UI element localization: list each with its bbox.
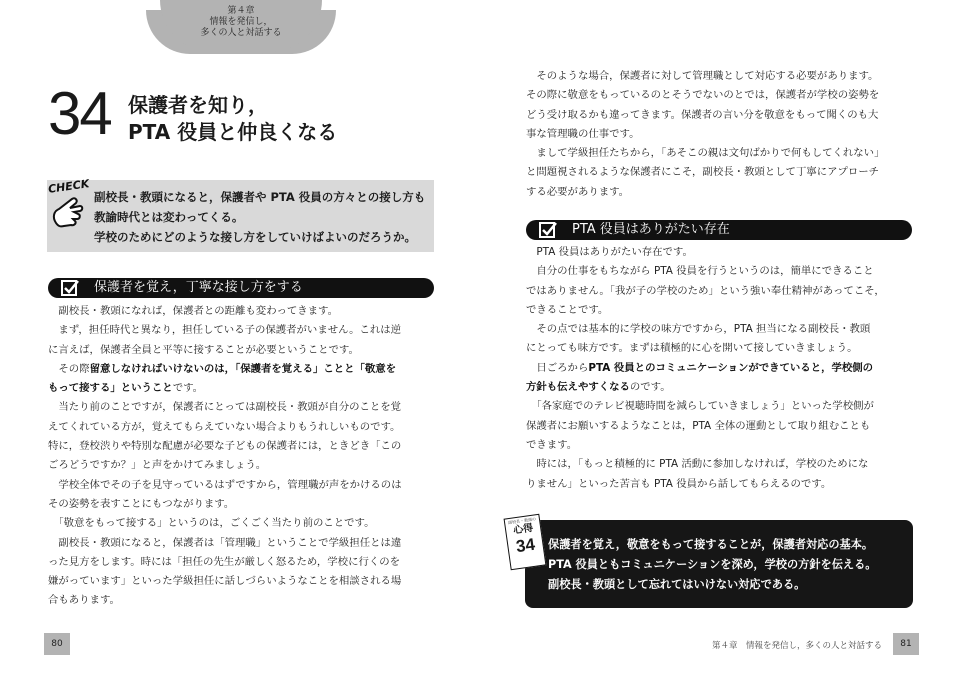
body-text-run: できます。 [526, 438, 578, 451]
body-line [526, 106, 884, 125]
body-text-run: その際 [48, 362, 90, 375]
check-text-line: 教諭時代とは変わってくる。 [94, 210, 244, 224]
check-text-line: 学校のためにどのような接し方をしていけばよいのだろうか。 [94, 230, 416, 244]
page-title [128, 92, 337, 146]
body-text-run: 「敬意をもって接する」というのは，ごくごく当たり前のことです。 [48, 517, 375, 530]
chapter-tab-line: 第４章 [227, 6, 255, 16]
body-line [526, 144, 884, 163]
section-heading [526, 220, 912, 240]
pointing-hand-icon [50, 193, 86, 231]
body-line [526, 301, 885, 320]
body-text-run: その点では基本的に学校の味方ですから，PTA 担当になる副校長・教頭 [526, 323, 871, 336]
body-line [48, 456, 402, 475]
check-label: CHECK [47, 177, 91, 196]
body-line [48, 534, 402, 553]
emphasis-text: 方針も伝えやすくなる [526, 381, 630, 394]
body-line [526, 397, 885, 416]
kokoroe-tag-small: 副校長・教頭の [507, 516, 537, 526]
chapter-tab-line: 多くの人と対話する [200, 28, 282, 38]
body-text-run: と問題視されるような保護者にこそ，副校長・教頭として丁寧にアプローチ [526, 166, 880, 179]
body-line [48, 379, 402, 398]
summary-line: 副校長・教頭として忘れてはいけない対応である。 [548, 578, 806, 591]
body-text-run: 合もあります。 [48, 594, 120, 607]
check-text-line: 副校長・教頭になると，保護者や PTA 役員の方々との接し方も [94, 190, 426, 204]
body-line [48, 476, 402, 495]
body-text-run: まして学級担任たちから，「あそこの親は文句ばかりで何もしてくれない」 [526, 147, 885, 160]
body-text-run: する必要があります。 [526, 185, 630, 198]
body-line [526, 359, 885, 378]
section-body [48, 302, 402, 611]
body-text-run: 自分の仕事をもちながら PTA 役員を行うというのは，簡単にできること [526, 265, 874, 278]
body-text-run: 特に，登校渋りや特別な配慮が必要な子どもの保護者には，ときどき「この [48, 440, 402, 453]
body-text-run: その姿勢を表すことにもつながります。 [48, 497, 235, 510]
body-text-run: 事な管理職の仕事です。 [526, 127, 640, 140]
body-line [48, 495, 402, 514]
body-line [526, 243, 885, 262]
body-text-run: どう受け取るかも違ってきます。保護者の言い分を敬意をもって聞くのも大 [526, 108, 879, 121]
chapter-tab [160, 0, 322, 52]
body-line [526, 339, 885, 358]
body-line [526, 125, 884, 144]
body-line [48, 302, 402, 321]
body-line [526, 475, 885, 494]
body-text-run: PTA 役員はありがたい存在です。 [526, 246, 693, 258]
body-text-run: 時には，「もっと積極的に PTA 活動に参加しなければ，学校のためにな [526, 458, 869, 471]
body-text-run: そのような場合，保護者に対して管理職として対応する必要があります。 [526, 70, 879, 82]
body-text-run: 副校長・教頭になれば，保護者との距離も変わってきます。 [48, 305, 338, 317]
body-line [526, 67, 884, 86]
page-number: 80 [44, 633, 70, 655]
section-body-continued [526, 67, 884, 202]
body-text-run: できることです。 [526, 303, 609, 316]
body-text-run: 日ごろから [526, 361, 589, 374]
body-line [526, 455, 885, 474]
body-text-run: りません」といった苦言も PTA 役員から話してもらえるのです。 [526, 477, 832, 490]
emphasis-text: 留意しなければいけないのは，「保護者を覚える」ことと「敬意を [89, 362, 397, 375]
body-line [48, 321, 402, 340]
body-text-run: その際に敬意をもっているのとそうでないのとでは，保護者が学校の姿勢を [526, 89, 880, 102]
body-text-run: 学校全体でその子を見守っているはずですから，管理職が声をかけるのは [48, 478, 402, 491]
body-line [526, 183, 884, 202]
body-line [526, 163, 884, 182]
checkbox-check-icon [61, 278, 79, 298]
body-text-run: 副校長・教頭になると，保護者は「管理職」ということで学級担任とは違 [48, 536, 402, 549]
summary-line: 保護者を覚え，敬意をもって接することが，保護者対応の基本。 [548, 538, 874, 551]
emphasis-text: PTA 役員とのコミュニケーションができていると，学校側の [588, 361, 874, 374]
body-text-run: った見方をします。時には「担任の先生が厳しく怒るため，学校に行くのを [48, 555, 401, 568]
page-number: 81 [893, 633, 919, 655]
body-text-run: まず，担任時代と異なり，担任している子の保護者がいません。これは逆 [48, 324, 402, 337]
body-line [526, 417, 885, 436]
check-text [94, 187, 425, 247]
chapter-tab-line: 情報を発信し， [209, 17, 273, 27]
section-body [526, 243, 885, 494]
body-line [48, 514, 402, 533]
section-heading-text: 保護者を覚え，丁寧な接し方をする [94, 280, 303, 295]
body-line [526, 262, 885, 281]
body-text-run: 当たり前のことですが，保護者にとっては副校長・教頭が自分のことを覚 [48, 401, 402, 414]
section-heading [48, 278, 434, 298]
body-text-run: えてくれている方が，覚えてもらえていない場合よりもうれしいものです。 [48, 420, 401, 433]
kokoroe-tag-number: 34 [514, 534, 537, 557]
body-text-run: 「各家庭でのテレビ視聴時間を減らしていきましょう」といった学校側が [526, 400, 874, 413]
footer-chapter-label: 第４章 情報を発信し，多くの人と対話する [712, 641, 883, 651]
body-text-run: です。 [172, 382, 204, 395]
body-text-run: ではありません。「我が子の学校のため」という強い奉仕精神があってこそ， [526, 284, 885, 297]
section-number: 34 [48, 80, 111, 147]
section-heading-text: PTA 役員はありがたい存在 [572, 222, 730, 237]
body-text-run: 嫌がっています」といった学級担任に話しづらいようなことを相談される場 [48, 575, 402, 588]
body-text-run: に言えば，保護者全員と平等に接することが必要ということです。 [48, 343, 359, 356]
body-line [48, 360, 402, 379]
kokoroe-tag [504, 514, 547, 571]
body-line [526, 436, 885, 455]
body-text-run: にとっても味方です。まずは積極的に心を開いて接していきましょう。 [526, 342, 858, 355]
body-line [48, 437, 402, 456]
kokoroe-tag-word: 心得 [512, 522, 534, 537]
page-title-line: PTA 役員と仲良くなる [128, 120, 338, 144]
body-line [48, 553, 402, 572]
body-text-run: 保護者にお願いするようなことは，PTA 全体の運動として取り組むことも [526, 419, 871, 432]
body-line [48, 591, 402, 610]
summary-text [548, 535, 876, 595]
summary-line: PTA 役員ともコミュニケーションを深め，学校の方針を伝える。 [548, 558, 877, 571]
body-line [48, 418, 402, 437]
checkbox-check-icon [539, 220, 557, 240]
body-line [48, 572, 402, 591]
body-line [526, 282, 885, 301]
body-line [48, 341, 402, 360]
emphasis-text: もって接する」ということ [48, 382, 173, 395]
page-title-line: 保護者を知り， [128, 93, 268, 117]
body-line [526, 320, 885, 339]
body-line [526, 378, 885, 397]
body-text-run: のです。 [629, 381, 671, 394]
body-line [48, 398, 402, 417]
body-line [526, 86, 884, 105]
body-text-run: ごろどうですか？」と声をかけてみましょう。 [48, 459, 267, 472]
